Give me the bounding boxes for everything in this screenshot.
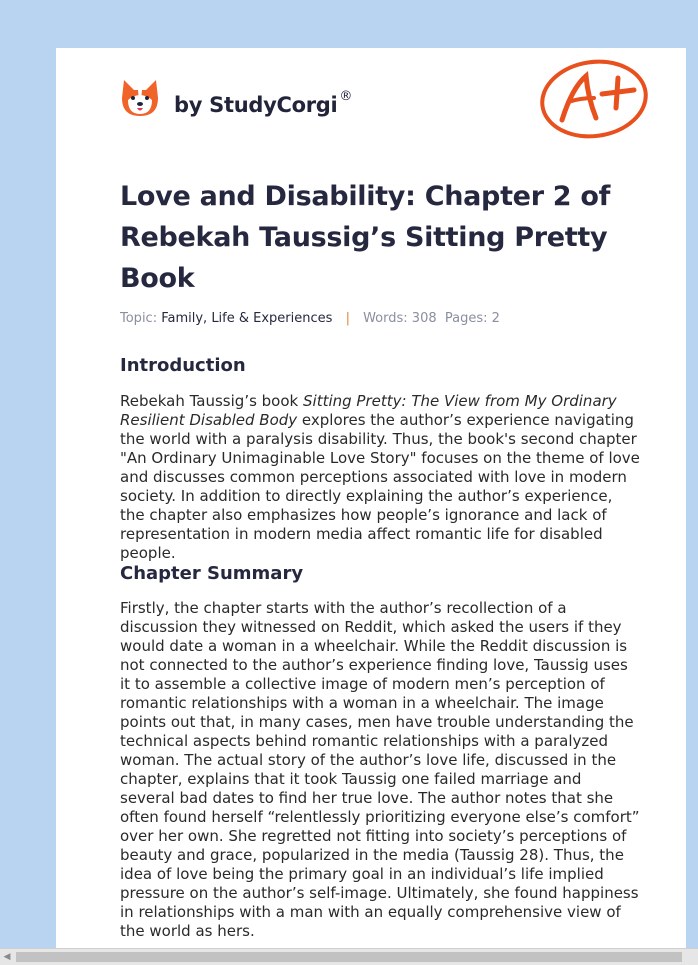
registered-mark: ®	[339, 89, 353, 104]
scrollbar-thumb[interactable]	[16, 952, 682, 962]
introduction-paragraph: Rebekah Taussig’s book Sitting Pretty: The View from My Ordinary Resilient Disabled Body explores the author’s experience navigating the world with a paralysis disability. Thus, the book's second chapter "An Ordinary Unimaginable Love Story" focuses on the theme of love and discusses common perceptions associated with love in modern society. In addition to directly explaining the author’s experience, the chapter also emphasizes how people’s ignorance and lack of representation in modern media affect romantic life for disabled people.	[120, 392, 640, 562]
section-heading-chapter-summary: Chapter Summary	[120, 563, 304, 584]
book-title: Sitting Pretty: The View from My Ordinary Resilient Disabled Body	[120, 392, 617, 429]
horizontal-scrollbar[interactable]	[0, 948, 698, 965]
word-count: Words: 308	[363, 311, 437, 326]
corgi-logo-icon	[120, 76, 160, 120]
chapter-summary-paragraph: Firstly, the chapter starts with the author’s recollection of a discussion they witnessed on Reddit, which asked the users if they would date a woman in a wheelchair. While the Reddit discussion is not connected to the author’s experience finding love, Taussig uses it to assemble a collective image of modern men’s perception of romantic relationships with a woman in a wheelchair. The image points out that, in many cases, men have trouble understanding the technical aspects behind romantic relationships with a paralyzed woman. The actual story of the author’s love life, discussed in the chapter, explains that it took Taussig one failed marriage and several bad dates to find her true love. The author notes that she often found herself “relentlessly prioritizing everyone else’s comfort” over her own. She regretted not fitting into society’s perceptions of beauty and grace, popularized in the media (Taussig 28). Thus, the idea of love being the primary goal in an individual’s life implied pressure on the author’s self-image. Ultimately, she found happiness in relationships with a man with an equally comprehensive view of the world as hers.	[120, 599, 640, 940]
meta-separator: |	[345, 311, 350, 326]
document-title: Love and Disability: Chapter 2 of Rebekah Taussig’s Sitting Pretty Book	[120, 181, 611, 294]
page-count: Pages: 2	[444, 311, 500, 326]
scroll-left-arrow-icon[interactable]: ◀	[3, 952, 11, 962]
document-page	[56, 48, 686, 964]
grade-badge-a-plus	[538, 58, 650, 140]
topic-link[interactable]: Family, Life & Experiences	[161, 311, 333, 326]
document-meta	[120, 311, 500, 326]
topic-label: Topic:	[120, 311, 158, 326]
section-heading-introduction: Introduction	[120, 355, 246, 376]
brand-name: by StudyCorgi ®	[174, 89, 353, 117]
